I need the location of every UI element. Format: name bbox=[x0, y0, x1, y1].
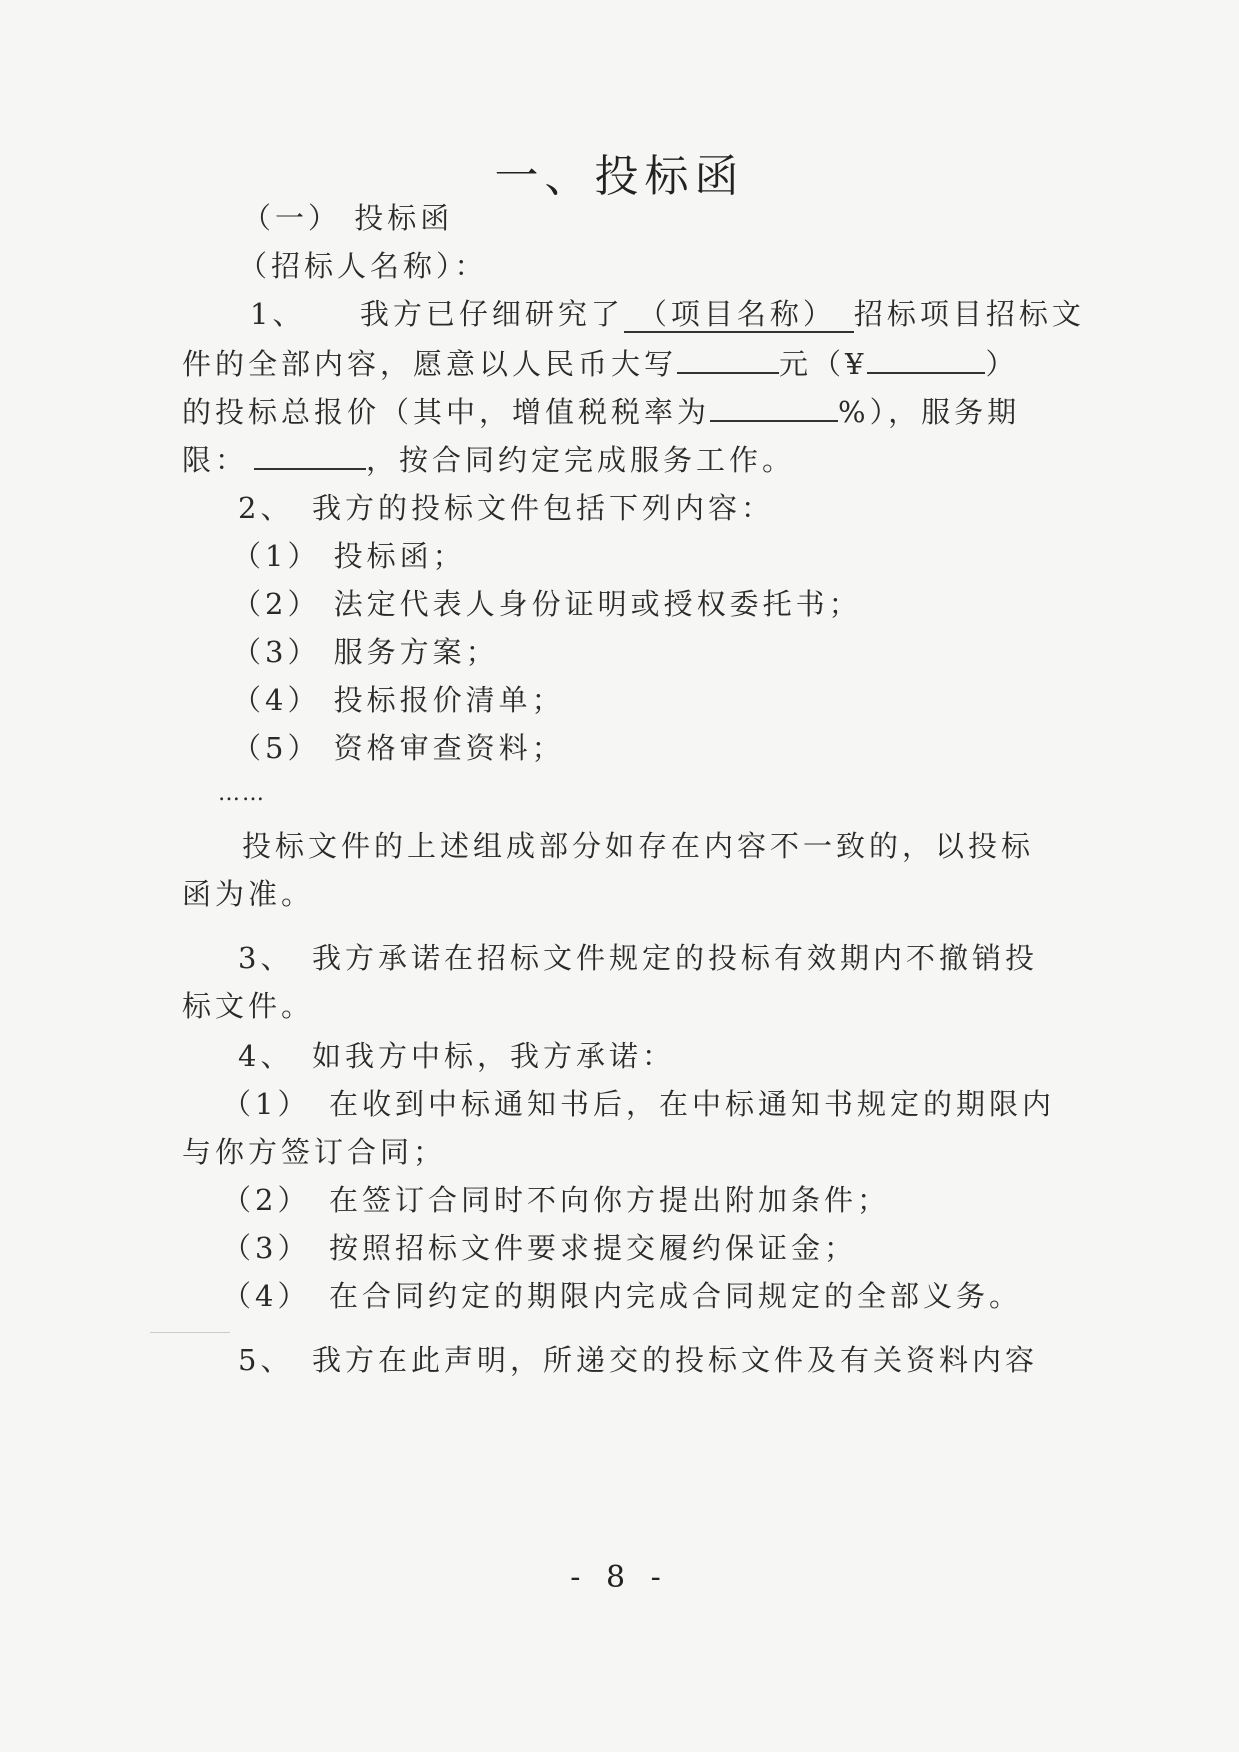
list-item: （1） 投标函； bbox=[232, 539, 466, 573]
item1-number: 1、 bbox=[250, 297, 306, 331]
amount-figures-blank[interactable] bbox=[867, 342, 985, 374]
item1-line2-a: 件的全部内容，愿意以人民币大写 bbox=[182, 347, 678, 381]
item3-line1: 3、 我方承诺在招标文件规定的投标有效期内不撤销投 bbox=[238, 941, 1038, 975]
item4-sub1-line2: 与你方签订合同； bbox=[182, 1135, 447, 1169]
list-item: （2） 法定代表人身份证明或授权委托书； bbox=[232, 587, 862, 621]
item1-line3 bbox=[182, 390, 1020, 432]
list-item: （5） 资格审查资料； bbox=[232, 731, 565, 765]
item1-line1 bbox=[250, 294, 1085, 334]
item4-sub1-line1: （1） 在收到中标通知书后，在中标通知书规定的期限内 bbox=[222, 1087, 1055, 1121]
item1-line2 bbox=[182, 342, 1018, 384]
amount-words-blank[interactable] bbox=[677, 342, 779, 374]
item3-line2: 标文件。 bbox=[182, 989, 315, 1023]
addressee: （招标人名称）： bbox=[238, 249, 488, 283]
item4-intro: 4、 如我方中标，我方承诺： bbox=[238, 1039, 675, 1073]
item5-line1: 5、 我方在此声明，所递交的投标文件及有关资料内容 bbox=[238, 1343, 1038, 1377]
item4-sub4: （4） 在合同约定的期限内完成合同规定的全部义务。 bbox=[222, 1279, 1022, 1313]
item1-line3-b: %），服务期 bbox=[838, 395, 1021, 429]
service-period-blank[interactable] bbox=[254, 438, 366, 470]
item2-intro: 2、 我方的投标文件包括下列内容： bbox=[238, 491, 774, 525]
page-title: 一、投标函 bbox=[494, 151, 745, 202]
item1-line3-a: 的投标总报价（其中，增值税税率为 bbox=[182, 395, 711, 429]
vat-rate-blank[interactable] bbox=[710, 390, 838, 422]
item1-text-a: 我方已仔细研究了 bbox=[359, 297, 624, 331]
item4-sub2: （2） 在签订合同时不向你方提出附加条件； bbox=[222, 1183, 890, 1217]
item1-line4-a: 限： bbox=[182, 443, 249, 477]
scan-artifact-line bbox=[150, 1332, 230, 1333]
list-item: （3） 服务方案； bbox=[232, 635, 499, 669]
page-number: - 8 - bbox=[570, 1560, 669, 1595]
subheading: （一） 投标函 bbox=[242, 201, 454, 235]
item1-line2-c: ） bbox=[985, 347, 1019, 381]
item1-text-b: 招标项目招标文 bbox=[853, 297, 1085, 331]
item1-line4 bbox=[182, 438, 795, 480]
item1-line2-b: 元（¥ bbox=[779, 347, 868, 381]
item4-sub3: （3） 按照招标文件要求提交履约保证金； bbox=[222, 1231, 857, 1265]
project-name-blank[interactable]: （项目名称） bbox=[624, 297, 854, 333]
ellipsis: …… bbox=[218, 781, 266, 806]
list-item: （4） 投标报价清单； bbox=[232, 683, 565, 717]
item1-line4-b: ，按合同约定完成服务工作。 bbox=[366, 443, 796, 477]
priority-note-line2: 函为准。 bbox=[182, 877, 315, 911]
priority-note-line1: 投标文件的上述组成部分如存在内容不一致的，以投标 bbox=[242, 829, 1035, 863]
